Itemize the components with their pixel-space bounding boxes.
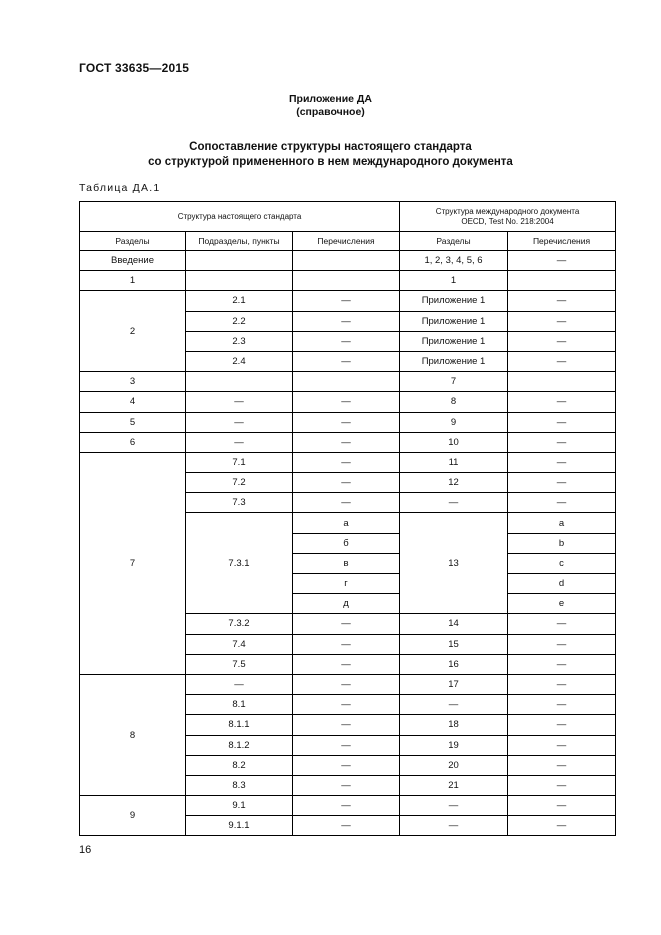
intl-section-cell: 12 [400, 473, 508, 493]
subsection-cell: 7.3.1 [186, 513, 293, 614]
intl-section-cell: — [400, 796, 508, 816]
subsection-cell: 2.3 [186, 331, 293, 351]
intl-enumeration-cell: — [508, 412, 616, 432]
structure-comparison-table [79, 201, 616, 836]
subsection-cell: — [186, 392, 293, 412]
subsection-cell: 2.2 [186, 311, 293, 331]
enumeration-cell: — [293, 654, 400, 674]
subsection-cell: 9.1 [186, 796, 293, 816]
enumeration-cell [293, 372, 400, 392]
intl-section-cell: 18 [400, 715, 508, 735]
intl-section-cell: 19 [400, 735, 508, 755]
column-header-sections: Разделы [80, 232, 186, 251]
enumeration-cell: — [293, 614, 400, 634]
table-caption: Таблица ДА.1 [79, 182, 161, 194]
section-cell: 2 [80, 291, 186, 372]
column-header-subsections: Подразделы, пункты [186, 232, 293, 251]
intl-section-cell: 21 [400, 775, 508, 795]
table-row [80, 271, 616, 291]
subsection-cell: 8.1.1 [186, 715, 293, 735]
enumeration-cell [293, 271, 400, 291]
subsection-cell: 2.4 [186, 351, 293, 371]
intl-enumeration-cell: — [508, 351, 616, 371]
heading-line-2: со структурой примененного в нем международного документа [148, 156, 513, 168]
enumeration-cell: — [293, 432, 400, 452]
intl-section-cell: 7 [400, 372, 508, 392]
page-number: 16 [79, 844, 92, 856]
intl-enumeration-cell [508, 271, 616, 291]
section-cell: 4 [80, 392, 186, 412]
intl-section-cell: 20 [400, 755, 508, 775]
intl-enumeration-cell: d [508, 574, 616, 594]
section-cell: 1 [80, 271, 186, 291]
enumeration-cell: — [293, 775, 400, 795]
enumeration-cell: — [293, 291, 400, 311]
section-cell: 6 [80, 432, 186, 452]
intl-enumeration-cell: — [508, 432, 616, 452]
intl-enumeration-cell: — [508, 735, 616, 755]
enumeration-cell: — [293, 452, 400, 472]
subsection-cell: 8.2 [186, 755, 293, 775]
intl-enumeration-cell: — [508, 715, 616, 735]
enumeration-cell: — [293, 331, 400, 351]
intl-enumeration-cell: c [508, 553, 616, 573]
appendix-title: Приложение ДА [289, 93, 372, 105]
subsection-cell: 7.1 [186, 452, 293, 472]
table-row [80, 251, 616, 271]
subsection-cell: — [186, 432, 293, 452]
table-body [80, 202, 616, 836]
column-header-intl-sections: Разделы [400, 232, 508, 251]
intl-enumeration-cell: — [508, 634, 616, 654]
subsection-cell: 7.4 [186, 634, 293, 654]
intl-enumeration-cell: a [508, 513, 616, 533]
intl-enumeration-cell: — [508, 291, 616, 311]
intl-section-cell: 16 [400, 654, 508, 674]
enumeration-cell: а [293, 513, 400, 533]
intl-section-cell: 1, 2, 3, 4, 5, 6 [400, 251, 508, 271]
enumeration-cell: — [293, 816, 400, 836]
subsection-cell: 8.3 [186, 775, 293, 795]
column-header-enumerations: Перечисления [293, 232, 400, 251]
intl-section-cell: Приложение 1 [400, 351, 508, 371]
subsection-cell [186, 271, 293, 291]
intl-enumeration-cell: — [508, 392, 616, 412]
enumeration-cell: — [293, 493, 400, 513]
intl-enumeration-cell: — [508, 816, 616, 836]
table-column-header-row [80, 232, 616, 251]
intl-enumeration-cell: — [508, 311, 616, 331]
enumeration-cell: — [293, 755, 400, 775]
international-header-line-2: OECD, Test No. 218:2004 [461, 216, 554, 226]
subsection-cell: — [186, 674, 293, 694]
intl-section-cell: 10 [400, 432, 508, 452]
subsection-cell: 2.1 [186, 291, 293, 311]
intl-enumeration-cell: — [508, 473, 616, 493]
intl-section-cell: 17 [400, 674, 508, 694]
intl-enumeration-cell: — [508, 775, 616, 795]
intl-section-cell: 14 [400, 614, 508, 634]
intl-enumeration-cell: — [508, 796, 616, 816]
intl-section-cell: — [400, 695, 508, 715]
subsection-cell: 7.3 [186, 493, 293, 513]
subsection-cell: 8.1.2 [186, 735, 293, 755]
subsection-cell: — [186, 412, 293, 432]
intl-section-cell: — [400, 493, 508, 513]
intl-enumeration-cell: b [508, 533, 616, 553]
section-cell: 5 [80, 412, 186, 432]
intl-section-cell: Приложение 1 [400, 331, 508, 351]
enumeration-cell: — [293, 634, 400, 654]
table-row [80, 372, 616, 392]
intl-section-cell: — [400, 816, 508, 836]
intl-section-cell: 8 [400, 392, 508, 412]
enumeration-cell: — [293, 412, 400, 432]
intl-section-cell: Приложение 1 [400, 311, 508, 331]
enumeration-cell: — [293, 796, 400, 816]
table-row [80, 796, 616, 816]
enumeration-cell: — [293, 392, 400, 412]
section-cell: 7 [80, 452, 186, 674]
standard-code: ГОСТ 33635—2015 [79, 61, 190, 75]
table-row [80, 674, 616, 694]
subsection-cell: 7.5 [186, 654, 293, 674]
subsection-cell: 7.3.2 [186, 614, 293, 634]
intl-section-cell: 13 [400, 513, 508, 614]
intl-section-cell: 1 [400, 271, 508, 291]
intl-section-cell: 15 [400, 634, 508, 654]
enumeration-cell: б [293, 533, 400, 553]
table-row [80, 392, 616, 412]
enumeration-cell: д [293, 594, 400, 614]
table-row [80, 452, 616, 472]
intl-enumeration-cell: e [508, 594, 616, 614]
enumeration-cell: — [293, 735, 400, 755]
intl-enumeration-cell: — [508, 331, 616, 351]
intl-enumeration-cell: — [508, 452, 616, 472]
enumeration-cell: — [293, 695, 400, 715]
national-structure-header: Структура настоящего стандарта [80, 202, 400, 232]
section-cell: 8 [80, 674, 186, 795]
enumeration-cell: — [293, 311, 400, 331]
intl-section-cell: 9 [400, 412, 508, 432]
subsection-cell [186, 251, 293, 271]
table-row [80, 291, 616, 311]
intl-section-cell: 11 [400, 452, 508, 472]
subsection-cell: 9.1.1 [186, 816, 293, 836]
intl-enumeration-cell: — [508, 614, 616, 634]
appendix-type: (справочное) [296, 106, 365, 118]
intl-enumeration-cell: — [508, 695, 616, 715]
section-cell: 3 [80, 372, 186, 392]
enumeration-cell: — [293, 473, 400, 493]
heading-line-1: Сопоставление структуры настоящего стандарта [189, 141, 472, 153]
enumeration-cell [293, 251, 400, 271]
enumeration-cell: г [293, 574, 400, 594]
subsection-cell [186, 372, 293, 392]
table-row [80, 412, 616, 432]
comparison-heading [0, 140, 661, 170]
intl-enumeration-cell [508, 372, 616, 392]
intl-enumeration-cell: — [508, 654, 616, 674]
international-header-line-1: Структура международного документа [435, 206, 580, 216]
intl-enumeration-cell: — [508, 251, 616, 271]
section-cell: 9 [80, 796, 186, 836]
enumeration-cell: в [293, 553, 400, 573]
section-cell: Введение [80, 251, 186, 271]
intl-enumeration-cell: — [508, 755, 616, 775]
intl-enumeration-cell: — [508, 674, 616, 694]
table-row [80, 432, 616, 452]
subsection-cell: 7.2 [186, 473, 293, 493]
intl-enumeration-cell: — [508, 493, 616, 513]
international-structure-header [400, 202, 616, 232]
table-group-header-row [80, 202, 616, 232]
enumeration-cell: — [293, 674, 400, 694]
subsection-cell: 8.1 [186, 695, 293, 715]
enumeration-cell: — [293, 351, 400, 371]
appendix-title-block [0, 93, 661, 119]
intl-section-cell: Приложение 1 [400, 291, 508, 311]
enumeration-cell: — [293, 715, 400, 735]
column-header-intl-enumerations: Перечисления [508, 232, 616, 251]
